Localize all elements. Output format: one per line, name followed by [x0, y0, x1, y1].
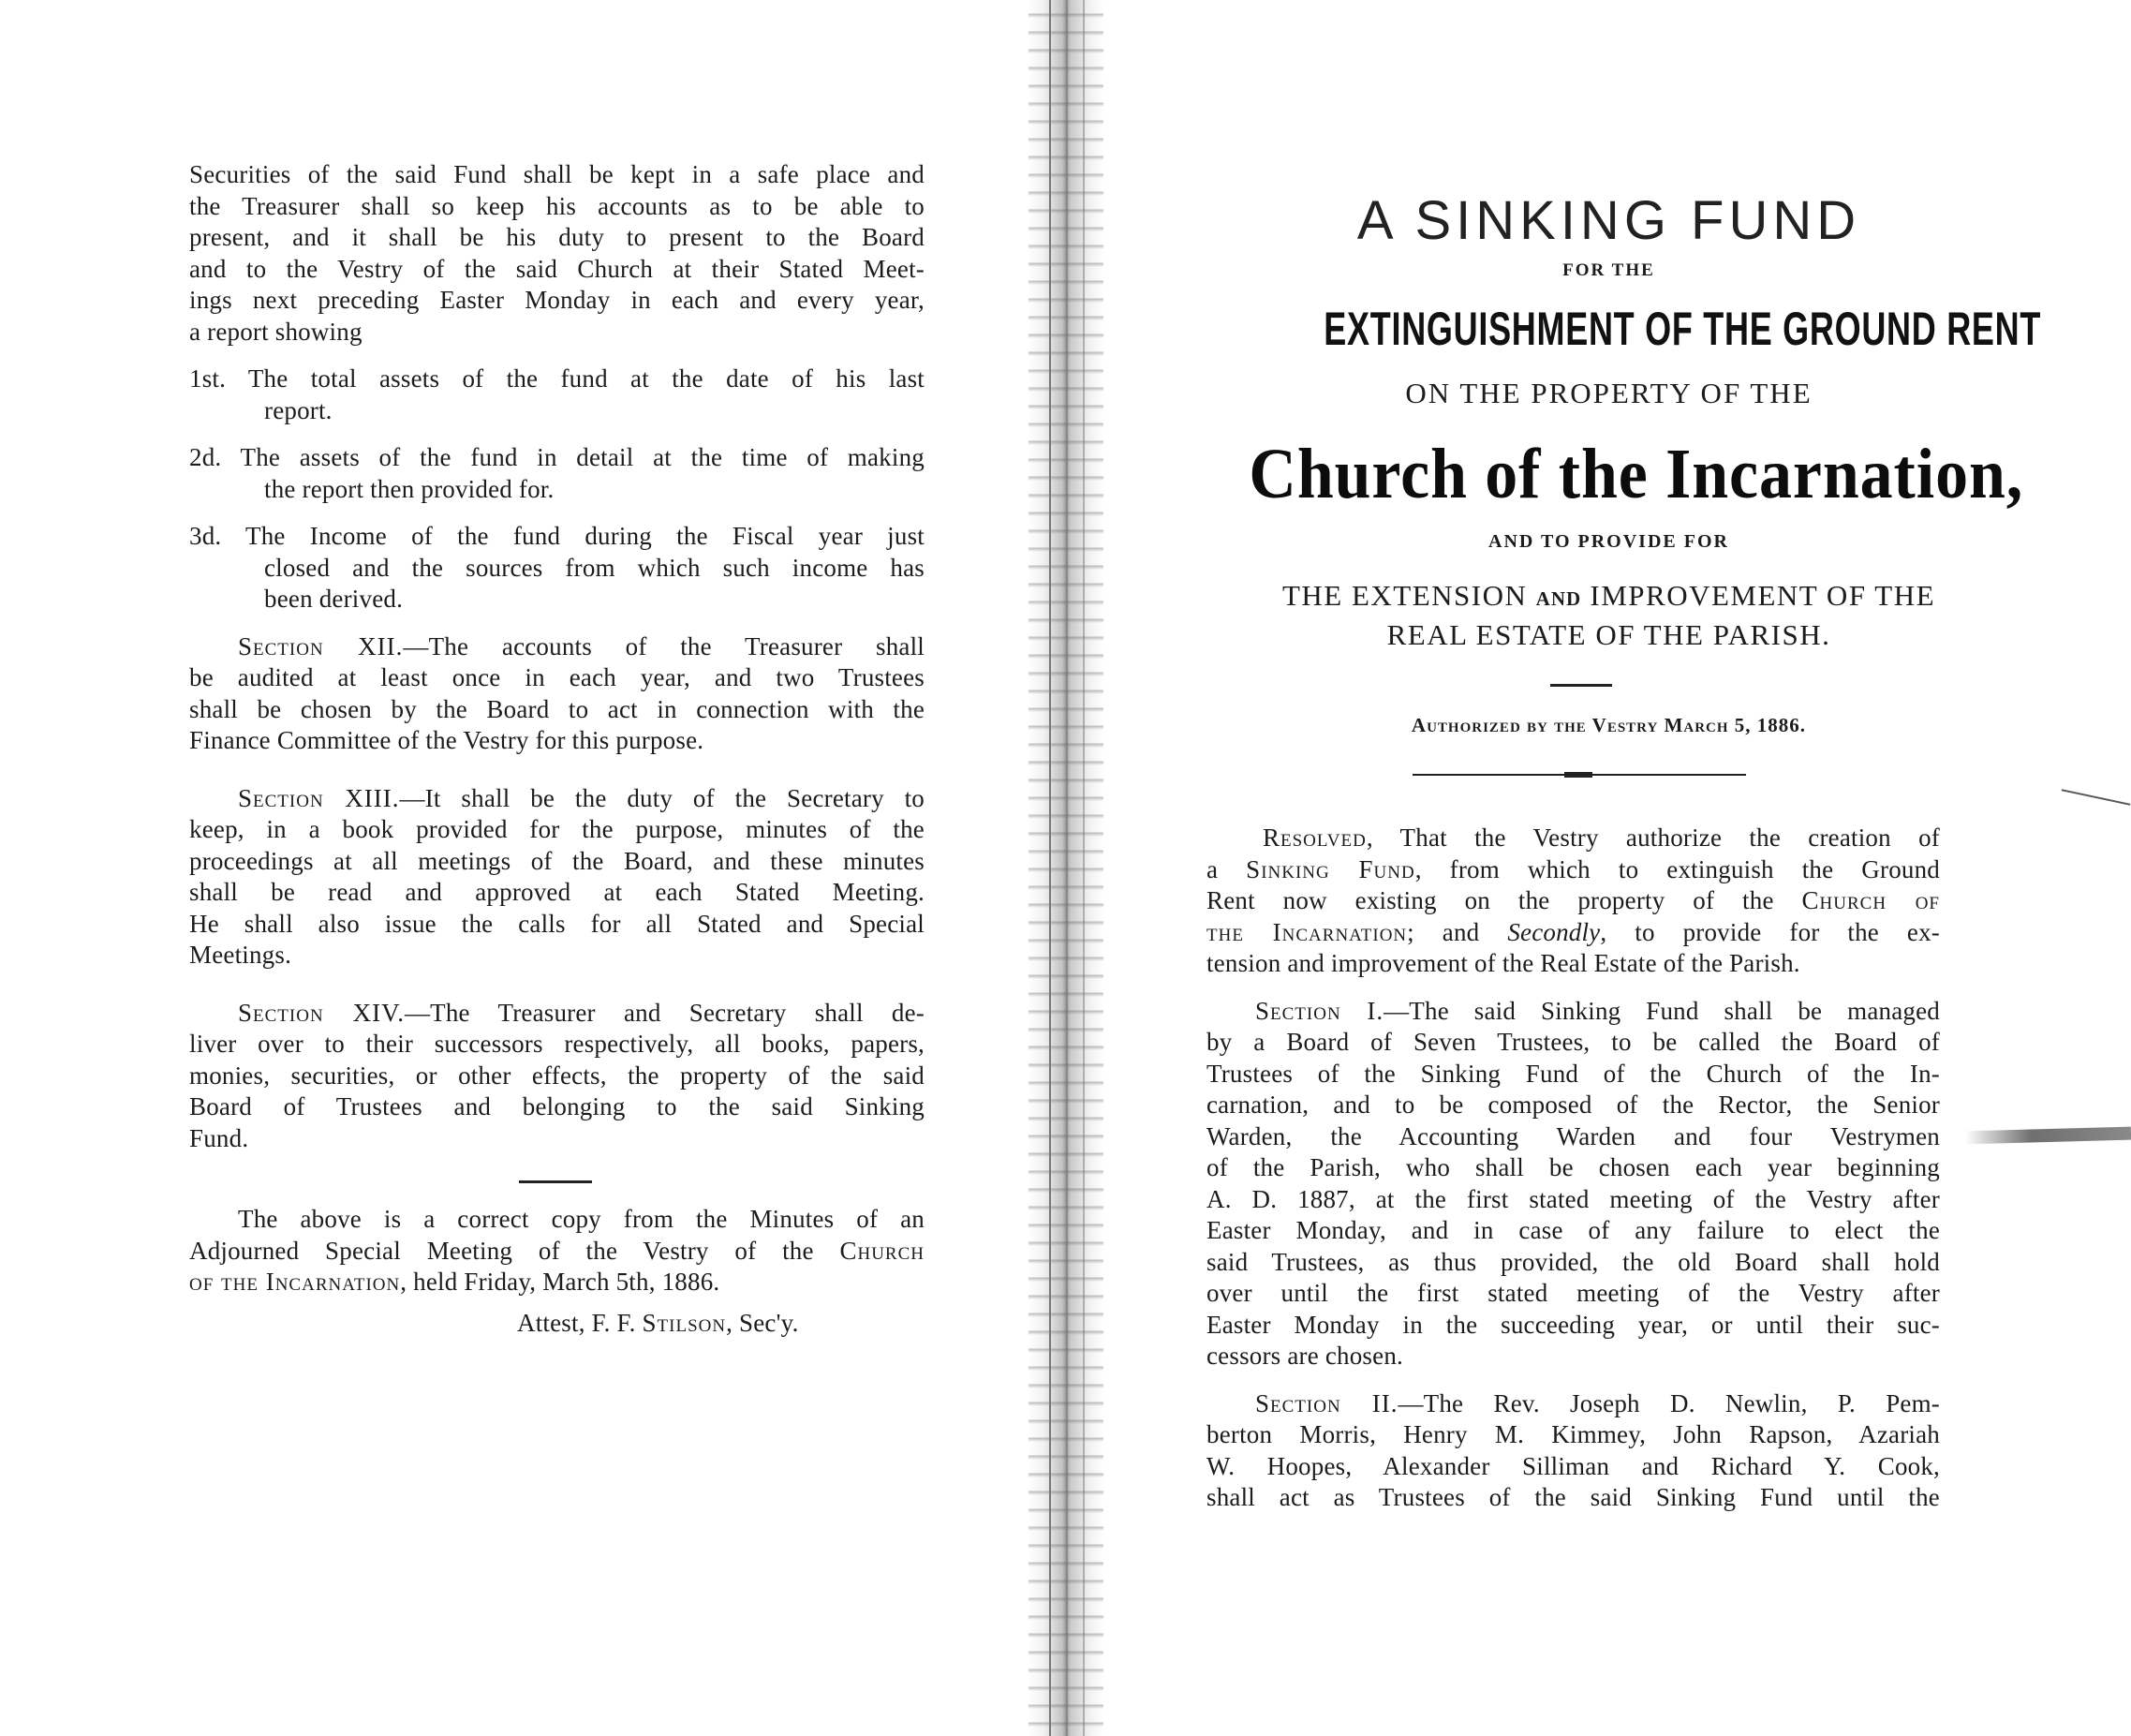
authorized-line: Authorized by the Vestry March 5, 1886. [1411, 714, 1807, 736]
text-line: Easter Monday in the succeeding year, or until their suc- [1206, 1310, 1940, 1339]
list-label: 1st. [189, 364, 227, 393]
section-heading: Section II. [1255, 1388, 1398, 1417]
certification-paragraph [189, 1204, 925, 1298]
text-fragment: Adjourned Special Meeting of the Vestry of the [189, 1236, 814, 1265]
extension-line [1218, 579, 2000, 613]
list-text: been derived. [264, 585, 404, 613]
church-name-heading: Church of the Incarnation, [1249, 435, 2024, 513]
text-line: a report showing [189, 317, 363, 346]
text-line: He shall also issue the calls for all Stated and Special [189, 909, 925, 938]
section-heading: Section XIV. [238, 998, 405, 1027]
list-label: 3d. [189, 522, 222, 550]
attest-line [189, 1308, 925, 1340]
text-fragment: , from which to extinguish the Ground [1414, 854, 1940, 883]
text-line: shall be chosen by the Board to act in connection with the [189, 694, 925, 723]
sinking-fund-smallcaps: Sinking Fund [1246, 854, 1415, 883]
text-line: present, and it shall be his duty to present to the Board [189, 223, 925, 251]
text-fragment: THE EXTENSION [1281, 579, 1528, 612]
list-text: closed and the sources from which such income has [264, 553, 925, 582]
incarnation-smallcaps: of the Incarnation [189, 1268, 401, 1296]
text-line: ings next preceding Easter Monday in each and every year, [189, 286, 925, 314]
list-text: The assets of the fund in detail at the time of making [240, 443, 925, 471]
text-line: and to the Vestry of the said Church at their Stated Meet- [189, 254, 925, 283]
text-fragment: , to provide for the ex- [1600, 917, 1940, 946]
provide-line: AND TO PROVIDE FOR [1488, 531, 1729, 552]
section-xiii [189, 783, 925, 972]
text-line: said Trustees, as thus provided, the old Board shall hold [1206, 1247, 1940, 1276]
text-fragment: IMPROVEMENT OF THE [1590, 579, 1936, 612]
section-xiv [189, 998, 925, 1155]
text-line: over until the first stated meeting of the Vestry after [1206, 1279, 1940, 1307]
text-line: cessors are chosen. [1206, 1342, 1403, 1370]
text-line: —The Rev. Joseph D. Newlin, P. Pem- [1398, 1388, 1941, 1417]
text-line: proceedings at all meetings of the Board, and these minutes [189, 846, 925, 875]
text-fragment: , held Friday, March 5th, 1886. [400, 1268, 720, 1296]
section-ii [1206, 1388, 1940, 1514]
for-the-line: FOR THE [1562, 260, 1655, 280]
text-line: Warden, the Accounting Warden and four Vestrymen [1206, 1121, 1940, 1150]
text-line: —It shall be the duty of the Secretary to [399, 783, 925, 812]
section-heading: Section I. [1255, 996, 1384, 1025]
list-text: The Income of the fund during the Fiscal year just [245, 522, 925, 550]
section-heading: Section XIII. [238, 783, 400, 812]
left-page-text [189, 159, 925, 1339]
text-fragment: a [1206, 854, 1219, 883]
text-line: W. Hoopes, Alexander Silliman and Richard Y. Cook, [1206, 1451, 1940, 1480]
text-line: Easter Monday, and in case of any failure to elect the [1206, 1216, 1940, 1244]
text-line: keep, in a book provided for the purpose, minutes of the [189, 815, 925, 843]
text-line: of the Parish, who shall be chosen each year beginning [1206, 1153, 1940, 1181]
text-line [1206, 885, 1940, 917]
text-line [189, 1236, 925, 1268]
document-title: A SINKING FUND [1356, 190, 1861, 251]
attest-name: Stilson [642, 1308, 727, 1337]
list-item-2d [189, 442, 925, 505]
list-item-3d [189, 521, 925, 616]
resolved-paragraph [1206, 823, 1940, 980]
divider-ornament [1564, 772, 1592, 778]
and-smallcaps: AND [1535, 587, 1582, 610]
text-line: tension and improvement of the Real Estate of the Parish. [1206, 949, 1800, 977]
text-line: The above is a correct copy from the Minutes of an [238, 1205, 925, 1233]
list-text: report. [264, 395, 333, 424]
secondly-italic: Secondly [1507, 917, 1601, 946]
text-line: —The accounts of the Treasurer shall [403, 631, 925, 660]
property-line: ON THE PROPERTY OF THE [1405, 377, 1813, 409]
section-i [1206, 996, 1940, 1372]
text-line: shall act as Trustees of the said Sinking Fund until the [1206, 1483, 1940, 1511]
section-xii [189, 631, 925, 757]
right-page-text [1206, 823, 1940, 1514]
text-fragment: , That the Vestry authorize the creation of [1366, 823, 1940, 852]
resolved-smallcaps: Resolved [1263, 823, 1367, 852]
attest-prefix: Attest, F. F. [517, 1308, 636, 1337]
section-heading: Section XII. [238, 631, 404, 660]
text-line: the Treasurer shall so keep his accounts as to be able to [189, 191, 925, 220]
church-smallcaps: Church [839, 1236, 925, 1265]
list-label: 2d. [189, 443, 222, 471]
text-line: Board of Trustees and belonging to the said Sinking [189, 1092, 925, 1120]
divider-rule [1550, 684, 1612, 687]
text-line: A. D. 1887, at the first stated meeting of the Vestry after [1206, 1184, 1940, 1213]
text-fragment: ; and [1407, 917, 1480, 946]
list-text: The total assets of the fund at the date of his last [247, 364, 925, 393]
text-line: monies, securities, or other effects, the property of the said [189, 1061, 925, 1090]
text-line [1206, 917, 1940, 949]
text-line [1206, 854, 1940, 886]
text-line: liver over to their successors respectively, all books, papers, [189, 1030, 925, 1058]
text-line: berton Morris, Henry M. Kimmey, John Rapson, Azariah [1206, 1420, 1940, 1448]
text-line: carnation, and to be composed of the Rector, the Senior [1206, 1091, 1940, 1119]
real-estate-line: REAL ESTATE OF THE PARISH. [1386, 618, 1831, 651]
list-item-1st [189, 364, 925, 426]
text-line: —The said Sinking Fund shall be managed [1384, 996, 1940, 1025]
text-line: Trustees of the Sinking Fund of the Church of the In- [1206, 1059, 1940, 1088]
text-line: Finance Committee of the Vestry for this purpose. [189, 726, 704, 754]
attest-suffix: , Sec'y. [726, 1308, 799, 1337]
text-line: by a Board of Seven Trustees, to be called the Board of [1206, 1028, 1940, 1056]
text-line: Securities of the said Fund shall be kept in a safe place and [189, 160, 925, 188]
text-line [189, 1267, 925, 1298]
extinguishment-heading: EXTINGUISHMENT OF THE GROUND RENT [1324, 303, 2042, 355]
church-of-smallcaps: Church of [1801, 886, 1940, 914]
intro-paragraph [189, 159, 925, 348]
text-line [1206, 823, 1940, 854]
text-line: be audited at least once in each year, and two Trustees [189, 663, 925, 691]
text-line: Meetings. [189, 941, 292, 969]
text-fragment: Rent now existing on the property of the [1206, 886, 1774, 914]
text-line: shall be read and approved at each Stated Meeting. [189, 878, 925, 906]
text-line: Fund. [189, 1123, 249, 1152]
list-text: the report then provided for. [264, 474, 555, 503]
incarnation-smallcaps: the Incarnation [1206, 917, 1408, 946]
text-line: —The Treasurer and Secretary shall de- [404, 998, 925, 1027]
